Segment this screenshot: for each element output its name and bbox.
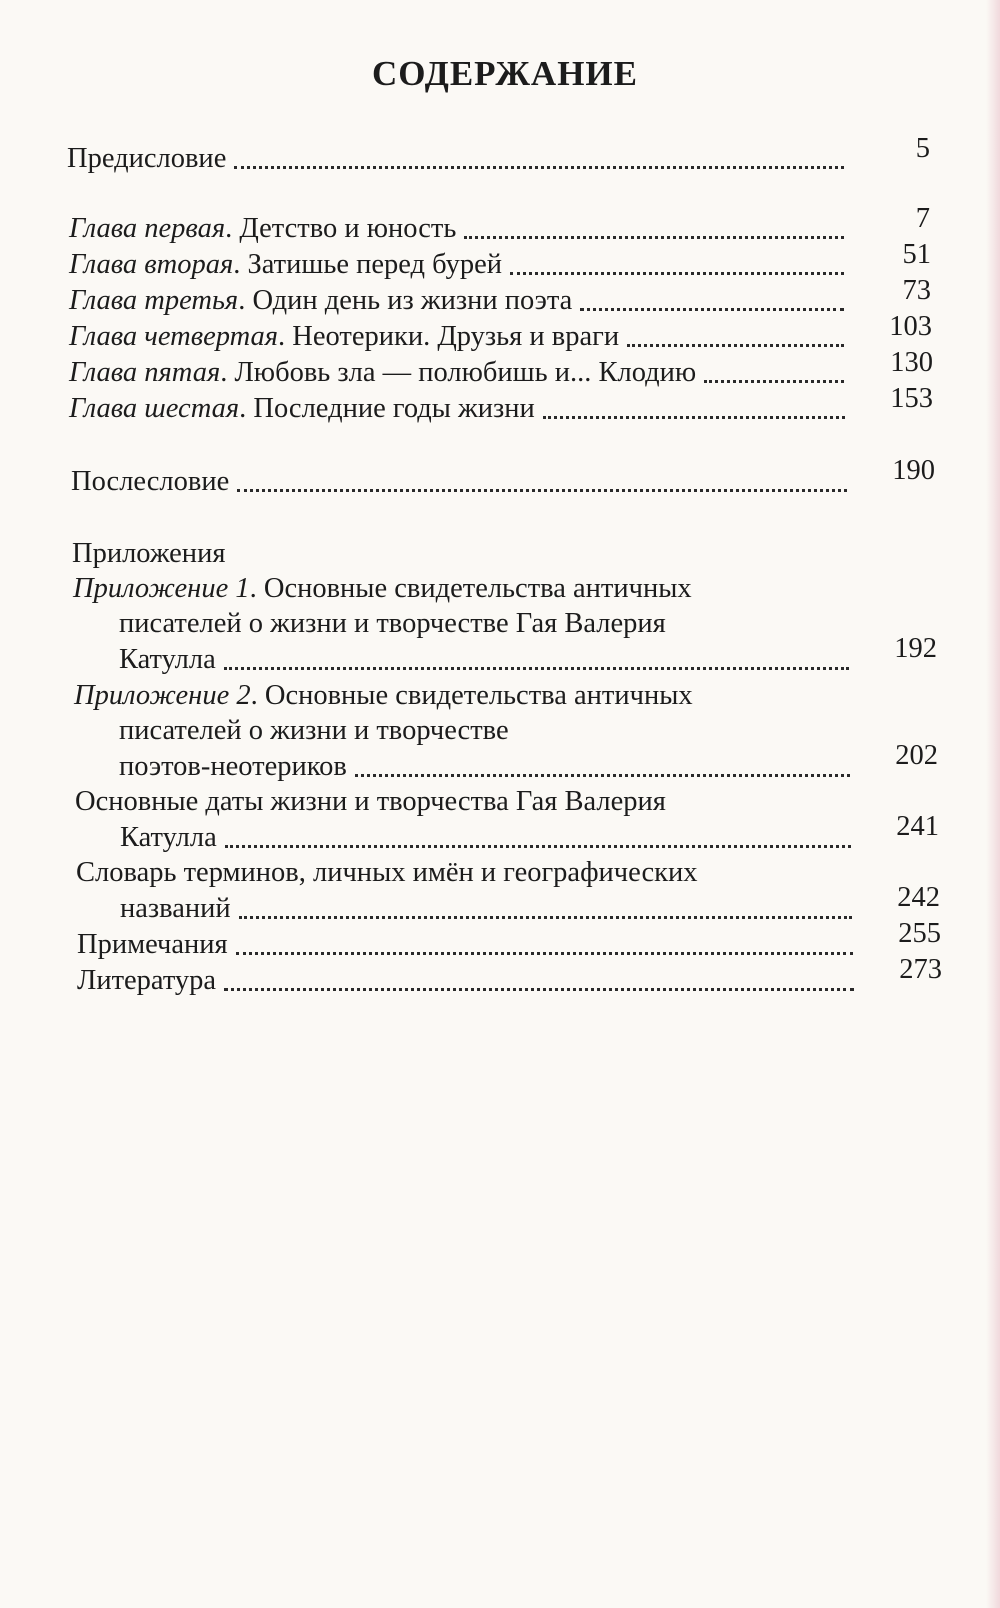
dot-leader — [224, 667, 849, 670]
dot-leader — [543, 416, 845, 419]
page-number: 255 — [898, 918, 941, 949]
appendix-title: . Основные свидетельства античных — [250, 680, 693, 711]
page-number: 73 — [902, 275, 931, 306]
dot-leader — [236, 952, 853, 955]
entry-label: поэтов-неотериков — [119, 751, 347, 782]
page-title: СОДЕРЖАНИЕ — [371, 54, 638, 93]
entry-label: Послесловие — [71, 466, 230, 497]
dot-leader — [234, 166, 844, 169]
toc-entry-dates-line1[interactable]: Основные даты жизни и творчества Гая Валерия — [75, 786, 666, 817]
appendices-heading: Приложения — [72, 538, 226, 569]
toc-entry-chapter-2[interactable] — [69, 248, 850, 282]
toc-entry-glossary-line1[interactable]: Словарь терминов, личных имён и географических — [76, 857, 698, 888]
chapter-title: . Детство и юность — [225, 213, 457, 244]
toc-entry-notes[interactable] — [77, 928, 859, 962]
toc-entry-literature[interactable] — [77, 964, 860, 998]
dot-leader — [704, 380, 844, 383]
dot-leader — [464, 236, 844, 239]
chapter-prefix: Глава первая — [69, 213, 226, 244]
dot-leader — [355, 774, 850, 777]
entry-label: Примечания — [77, 929, 228, 960]
page-number: 192 — [894, 633, 937, 664]
entry-label: Литература — [77, 965, 217, 996]
chapter-title: . Один день из жизни поэта — [238, 285, 573, 316]
appendix-2-line2: писателей о жизни и творчестве — [119, 715, 509, 746]
page-number: 153 — [890, 383, 933, 414]
entry-label: Катулла — [120, 822, 217, 853]
toc-entry-afterword[interactable] — [71, 465, 853, 499]
chapter-prefix: Глава пятая — [69, 357, 221, 388]
toc-entry-preface[interactable] — [67, 142, 850, 176]
page-number: 202 — [895, 740, 938, 771]
page-number: 241 — [896, 811, 939, 842]
entry-label: Предисловие — [67, 143, 227, 174]
dot-leader — [627, 344, 844, 347]
dot-leader — [580, 308, 844, 311]
page-number: 7 — [915, 203, 930, 234]
entry-label: названий — [120, 893, 231, 924]
toc-entry-chapter-1[interactable] — [69, 212, 850, 246]
chapter-title: . Затишье перед бурей — [233, 249, 502, 280]
page-number: 242 — [897, 882, 940, 913]
chapter-prefix: Глава вторая — [69, 249, 234, 280]
toc-entry-chapter-5[interactable] — [69, 356, 850, 390]
chapter-title: . Последние годы жизни — [239, 393, 535, 424]
dot-leader — [225, 845, 851, 848]
toc-entry-appendix-2-line1[interactable] — [74, 679, 693, 713]
dot-leader — [510, 272, 844, 275]
dot-leader — [237, 489, 847, 492]
toc-entry-chapter-3[interactable] — [69, 284, 850, 318]
page-number: 190 — [892, 455, 935, 486]
chapter-title: . Неотерики. Друзья и враги — [278, 321, 620, 352]
toc-entry-chapter-4[interactable] — [69, 320, 850, 354]
page-number: 130 — [890, 347, 933, 378]
appendix-1-line3[interactable] — [119, 643, 855, 677]
appendix-2-line3[interactable] — [119, 750, 856, 784]
appendix-1-line2: писателей о жизни и творчестве Гая Валерия — [119, 608, 666, 639]
dot-leader — [239, 916, 852, 919]
toc-entry-dates-line2[interactable] — [120, 821, 857, 855]
page-number: 273 — [899, 954, 942, 985]
chapter-prefix: Глава шестая — [69, 393, 240, 424]
chapter-prefix: Глава третья — [69, 285, 239, 316]
page-edge-shadow — [986, 0, 1000, 1608]
page-number: 103 — [889, 311, 932, 342]
chapter-title: . Любовь зла — полюбишь и... Клодию — [220, 357, 697, 388]
entry-label: Катулла — [119, 644, 216, 675]
chapter-prefix: Глава четвертая — [69, 321, 279, 352]
page-number: 51 — [902, 239, 931, 270]
page-number: 5 — [915, 133, 930, 164]
toc-entry-chapter-6[interactable] — [69, 392, 851, 426]
appendix-prefix: Приложение 2 — [74, 680, 251, 711]
toc-entry-appendix-1-line1[interactable] — [73, 572, 692, 606]
appendix-prefix: Приложение 1 — [73, 573, 250, 604]
appendix-title: . Основные свидетельства античных — [249, 573, 692, 604]
dot-leader — [224, 988, 854, 991]
toc-entry-glossary-line2[interactable] — [120, 892, 858, 926]
